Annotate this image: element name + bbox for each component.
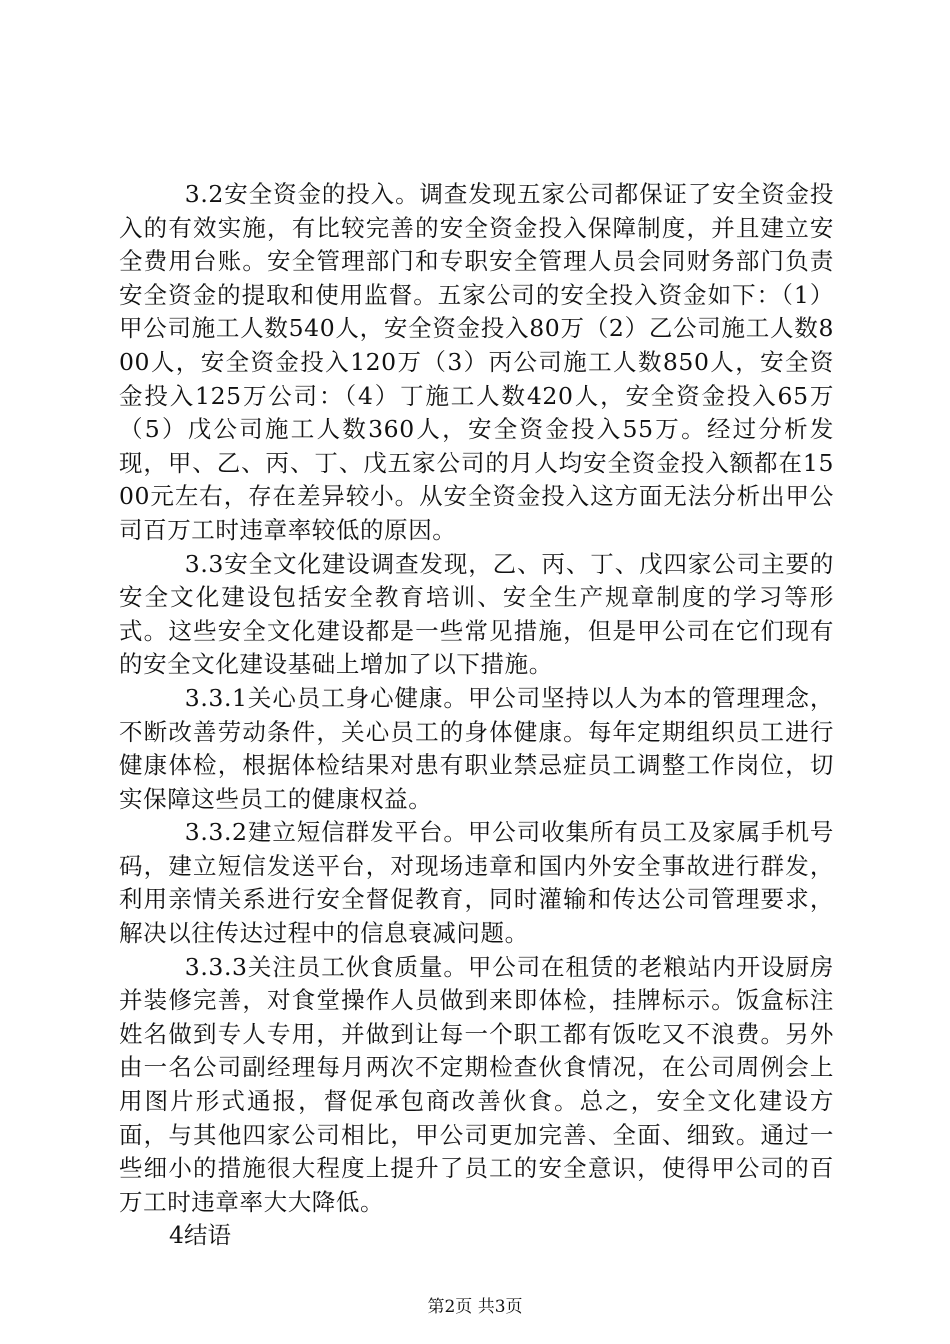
paragraph-3-3-2-sms-platform: 3.3.2建立短信群发平台。甲公司收集所有员工及家属手机号码，建立短信发送平台，对现场违章和国内外安全事故进行群发，利用亲情关系进行安全督促教育，同时灌输和传达公司管理要求，解决以往传达过程中的信息衰减问题。	[119, 818, 834, 948]
paragraph-3-2-safety-funds: 3.2安全资金的投入。调查发现五家公司都保证了安全资金投入的有效实施，有比较完善的安全资金投入保障制度，并且建立安全费用台账。安全管理部门和专职安全管理人员会同财务部门负责安全资金的提取和使用监督。五家公司的安全投入资金如下：（1）甲公司施工人数540人，安全资金投入80万（2）乙公司施工人数800人，安全资金投入120万（3）丙公司施工人数850人，安全资金投入125万公司：（4）丁施工人数420人，安全资金投入65万（5）戊公司施工人数360人，安全资金投入55万。经过分析发现，甲、乙、丙、丁、戊五家公司的月人均安全资金投入额都在1500元左右，存在差异较小。从安全资金投入这方面无法分析出甲公司百万工时违章率较低的原因。	[119, 180, 834, 544]
paragraph-3-3-safety-culture: 3.3安全文化建设调查发现，乙、丙、丁、戊四家公司主要的安全文化建设包括安全教育培训、安全生产规章制度的学习等形式。这些安全文化建设都是一些常见措施，但是甲公司在它们现有的安全文化建设基础上增加了以下措施。	[119, 549, 834, 679]
section-heading-conclusion: 4结语	[169, 1221, 231, 1250]
document-body	[119, 178, 834, 1253]
page-number-footer: 第2页 共3页	[427, 1297, 523, 1317]
paragraph-3-3-3-meal-quality: 3.3.3关注员工伙食质量。甲公司在租赁的老粮站内开设厨房并装修完善，对食堂操作人员做到来即体检，挂牌标示。饭盒标注姓名做到专人专用，并做到让每一个职工都有饭吃又不浪费。另外由一名公司副经理每月两次不定期检查伙食情况，在公司周例会上用图片形式通报，督促承包商改善伙食。总之，安全文化建设方面，与其他四家公司相比，甲公司更加完善、全面、细致。通过一些细小的措施很大程度上提升了员工的安全意识，使得甲公司的百万工时违章率大大降低。	[119, 952, 834, 1216]
paragraph-3-3-1-employee-health: 3.3.1关心员工身心健康。甲公司坚持以人为本的管理理念，不断改善劳动条件，关心员工的身体健康。每年定期组织员工进行健康体检，根据体检结果对患有职业禁忌症员工调整工作岗位，切实保障这些员工的健康权益。	[119, 683, 834, 813]
